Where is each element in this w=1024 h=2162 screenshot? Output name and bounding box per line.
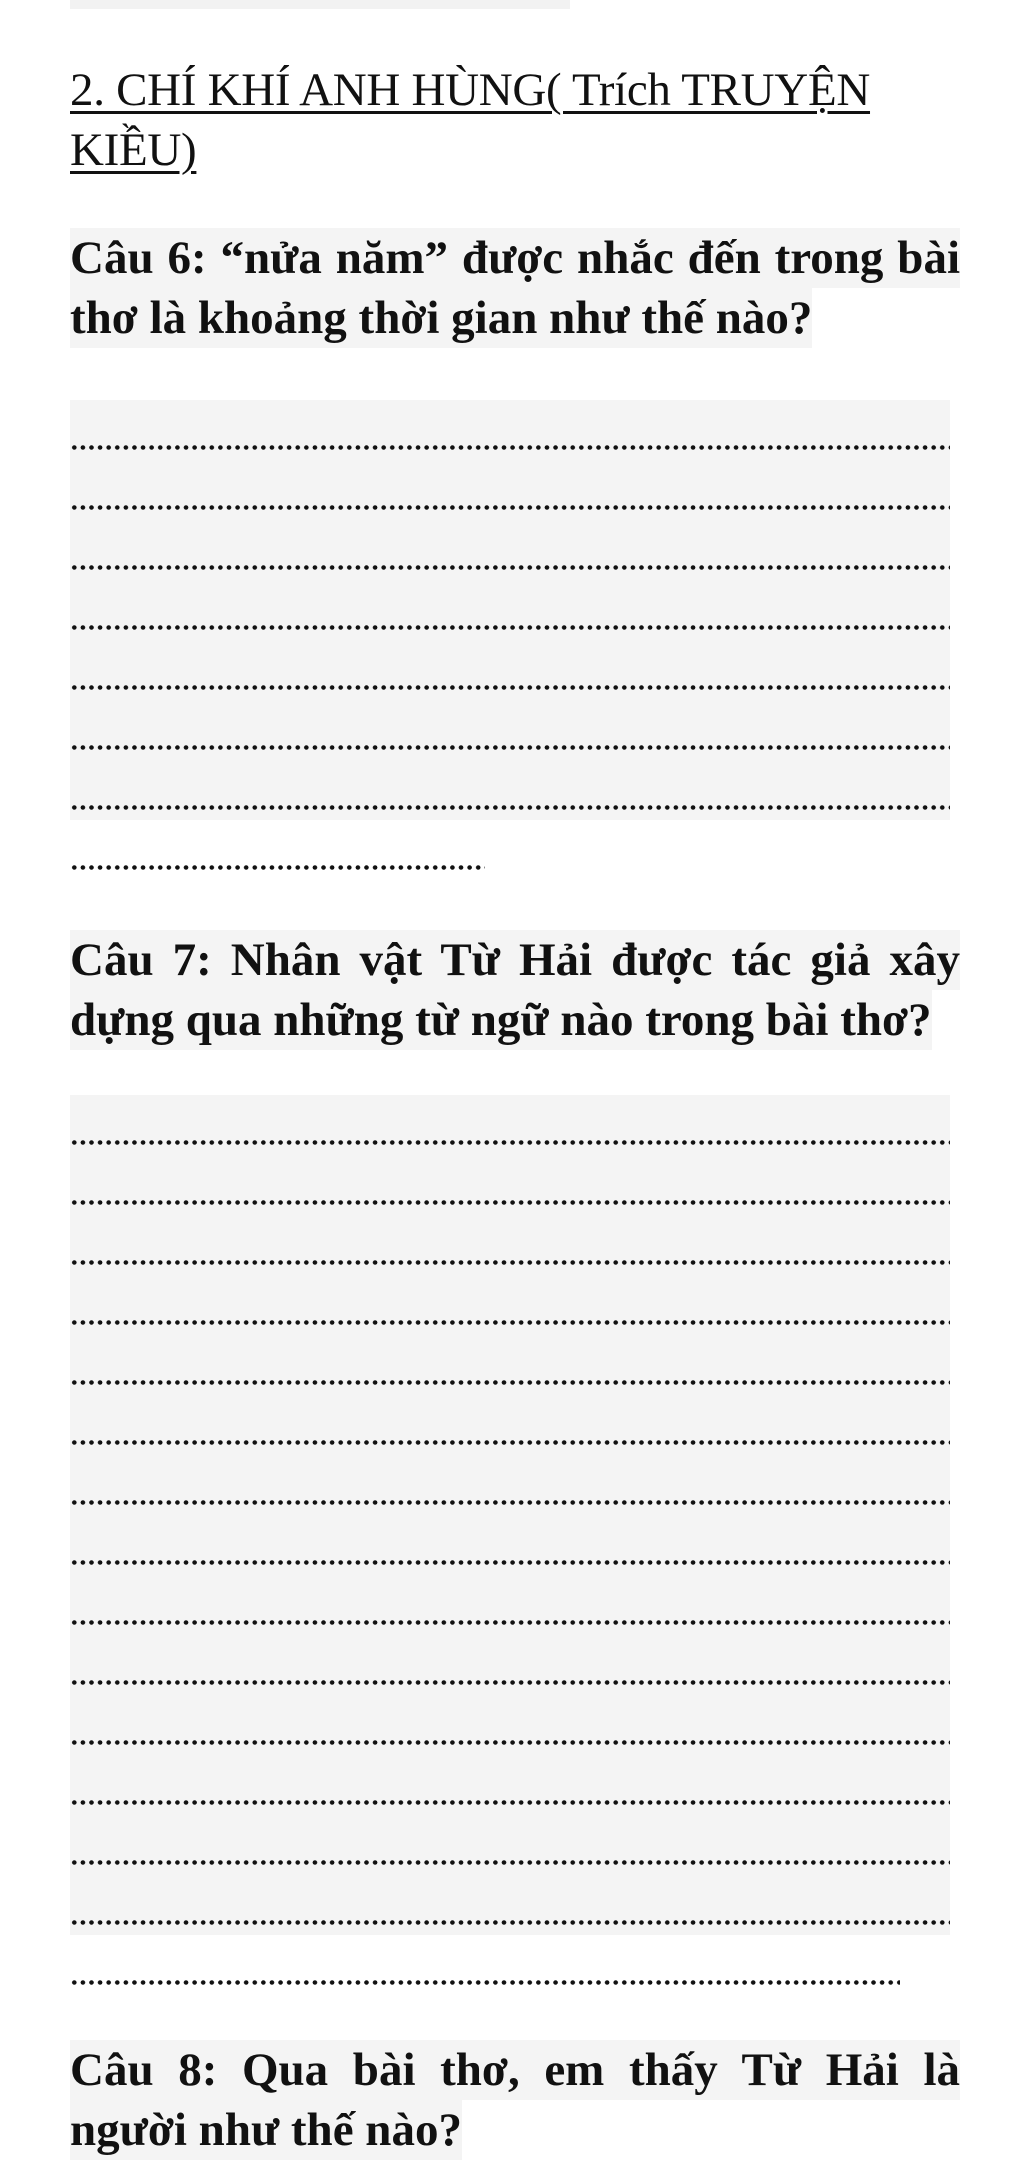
answer-dotted-line[interactable]	[70, 760, 950, 820]
question-7-answer-area[interactable]	[70, 1095, 950, 1995]
question-7	[70, 930, 960, 1050]
section-title: 2. CHÍ KHÍ ANH HÙNG( Trích TRUYỆN KIỀU)	[70, 64, 871, 176]
answer-dotted-line[interactable]	[70, 1515, 950, 1575]
answer-dotted-line[interactable]	[70, 400, 950, 460]
answer-dotted-line[interactable]	[70, 640, 950, 700]
answer-dotted-line[interactable]	[70, 1395, 950, 1455]
answer-dotted-line[interactable]	[70, 1815, 950, 1875]
answer-dotted-line[interactable]	[70, 1875, 950, 1935]
answer-dotted-line[interactable]	[70, 1215, 950, 1275]
question-8	[70, 2040, 960, 2160]
answer-dotted-line[interactable]	[70, 1635, 950, 1695]
answer-dotted-line[interactable]	[70, 1455, 950, 1515]
answer-dotted-line[interactable]	[70, 1275, 950, 1335]
answer-dotted-line[interactable]	[70, 1575, 950, 1635]
question-8-line-1: Câu 8: Qua bài thơ, em thấy Từ Hải là	[70, 2040, 960, 2100]
answer-dotted-line[interactable]	[70, 1095, 950, 1155]
question-7-line-2: dựng qua những từ ngữ nào trong bài thơ?	[70, 990, 932, 1050]
answer-dotted-line[interactable]	[70, 1755, 950, 1815]
question-6	[70, 228, 960, 348]
answer-dotted-line[interactable]	[70, 1695, 950, 1755]
question-6-line-1: Câu 6: “nửa năm” được nhắc đến trong bài	[70, 228, 960, 288]
answer-dotted-line[interactable]	[70, 1935, 950, 1995]
question-8-line-2: người như thế nào?	[70, 2100, 462, 2160]
answer-dotted-line[interactable]	[70, 700, 950, 760]
answer-dotted-line[interactable]	[70, 820, 950, 880]
answer-dotted-line[interactable]	[70, 1335, 950, 1395]
answer-dotted-line[interactable]	[70, 1155, 950, 1215]
answer-dotted-line[interactable]	[70, 580, 950, 640]
answer-dotted-line[interactable]	[70, 520, 950, 580]
question-6-line-2: thơ là khoảng thời gian như thế nào?	[70, 288, 812, 348]
question-6-answer-area[interactable]	[70, 400, 950, 880]
question-7-line-1: Câu 7: Nhân vật Từ Hải được tác giả xây	[70, 930, 960, 990]
answer-dotted-line[interactable]	[70, 460, 950, 520]
previous-line-remnant	[70, 0, 570, 9]
